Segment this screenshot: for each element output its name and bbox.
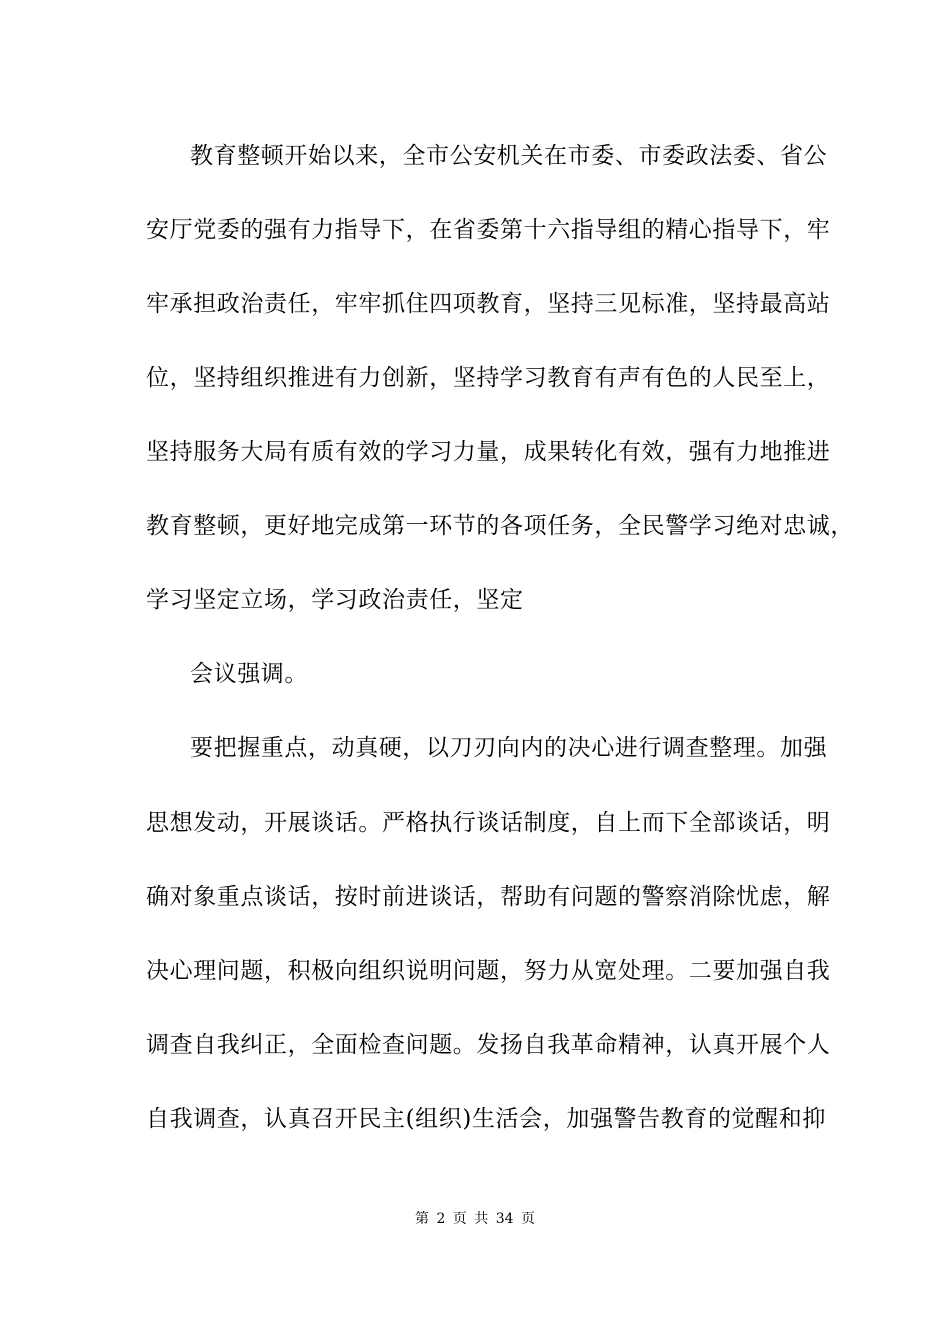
paragraph-line: 牢承担政治责任，牢牢抓住四项教育，坚持三见标准，坚持最高站 (146, 291, 831, 317)
paragraph-line: 思想发动，开展谈话。严格执行谈话制度，自上而下全部谈话，明 (146, 810, 831, 836)
paragraph-line: 学习坚定立场，学习政治责任，坚定 (146, 587, 524, 613)
paragraph-line: 位，坚持组织推进有力创新，坚持学习教育有声有色的人民至上， (146, 365, 831, 391)
paragraph-line: 教育整顿开始以来，全市公安机关在市委、市委政法委、省公 (190, 143, 828, 169)
paragraph-line: 决心理问题，积极向组织说明问题，努力从宽处理。二要加强自我 (146, 958, 831, 984)
paragraph-line: 要把握重点，动真硬，以刀刃向内的决心进行调查整理。加强 (190, 735, 828, 761)
paragraph-line: 调查自我纠正，全面检查问题。发扬自我革命精神，认真开展个人 (146, 1032, 831, 1058)
paragraph-line: 会议强调。 (190, 661, 308, 687)
paragraph-line: 确对象重点谈话，按时前进谈话，帮助有问题的警察消除忧虑，解 (146, 884, 831, 910)
paragraph-line: 教育整顿，更好地完成第一环节的各项任务，全民警学习绝对忠诚， (146, 513, 854, 539)
paragraph-line: 坚持服务大局有质有效的学习力量，成果转化有效，强有力地推进 (146, 439, 831, 465)
paragraph-line: 自我调查，认真召开民主(组织)生活会，加强警告教育的觉醒和抑 (146, 1106, 826, 1132)
page-number-footer: 第 2 页 共 34 页 (415, 1211, 535, 1227)
paragraph-line: 安厅党委的强有力指导下，在省委第十六指导组的精心指导下，牢 (146, 217, 831, 243)
